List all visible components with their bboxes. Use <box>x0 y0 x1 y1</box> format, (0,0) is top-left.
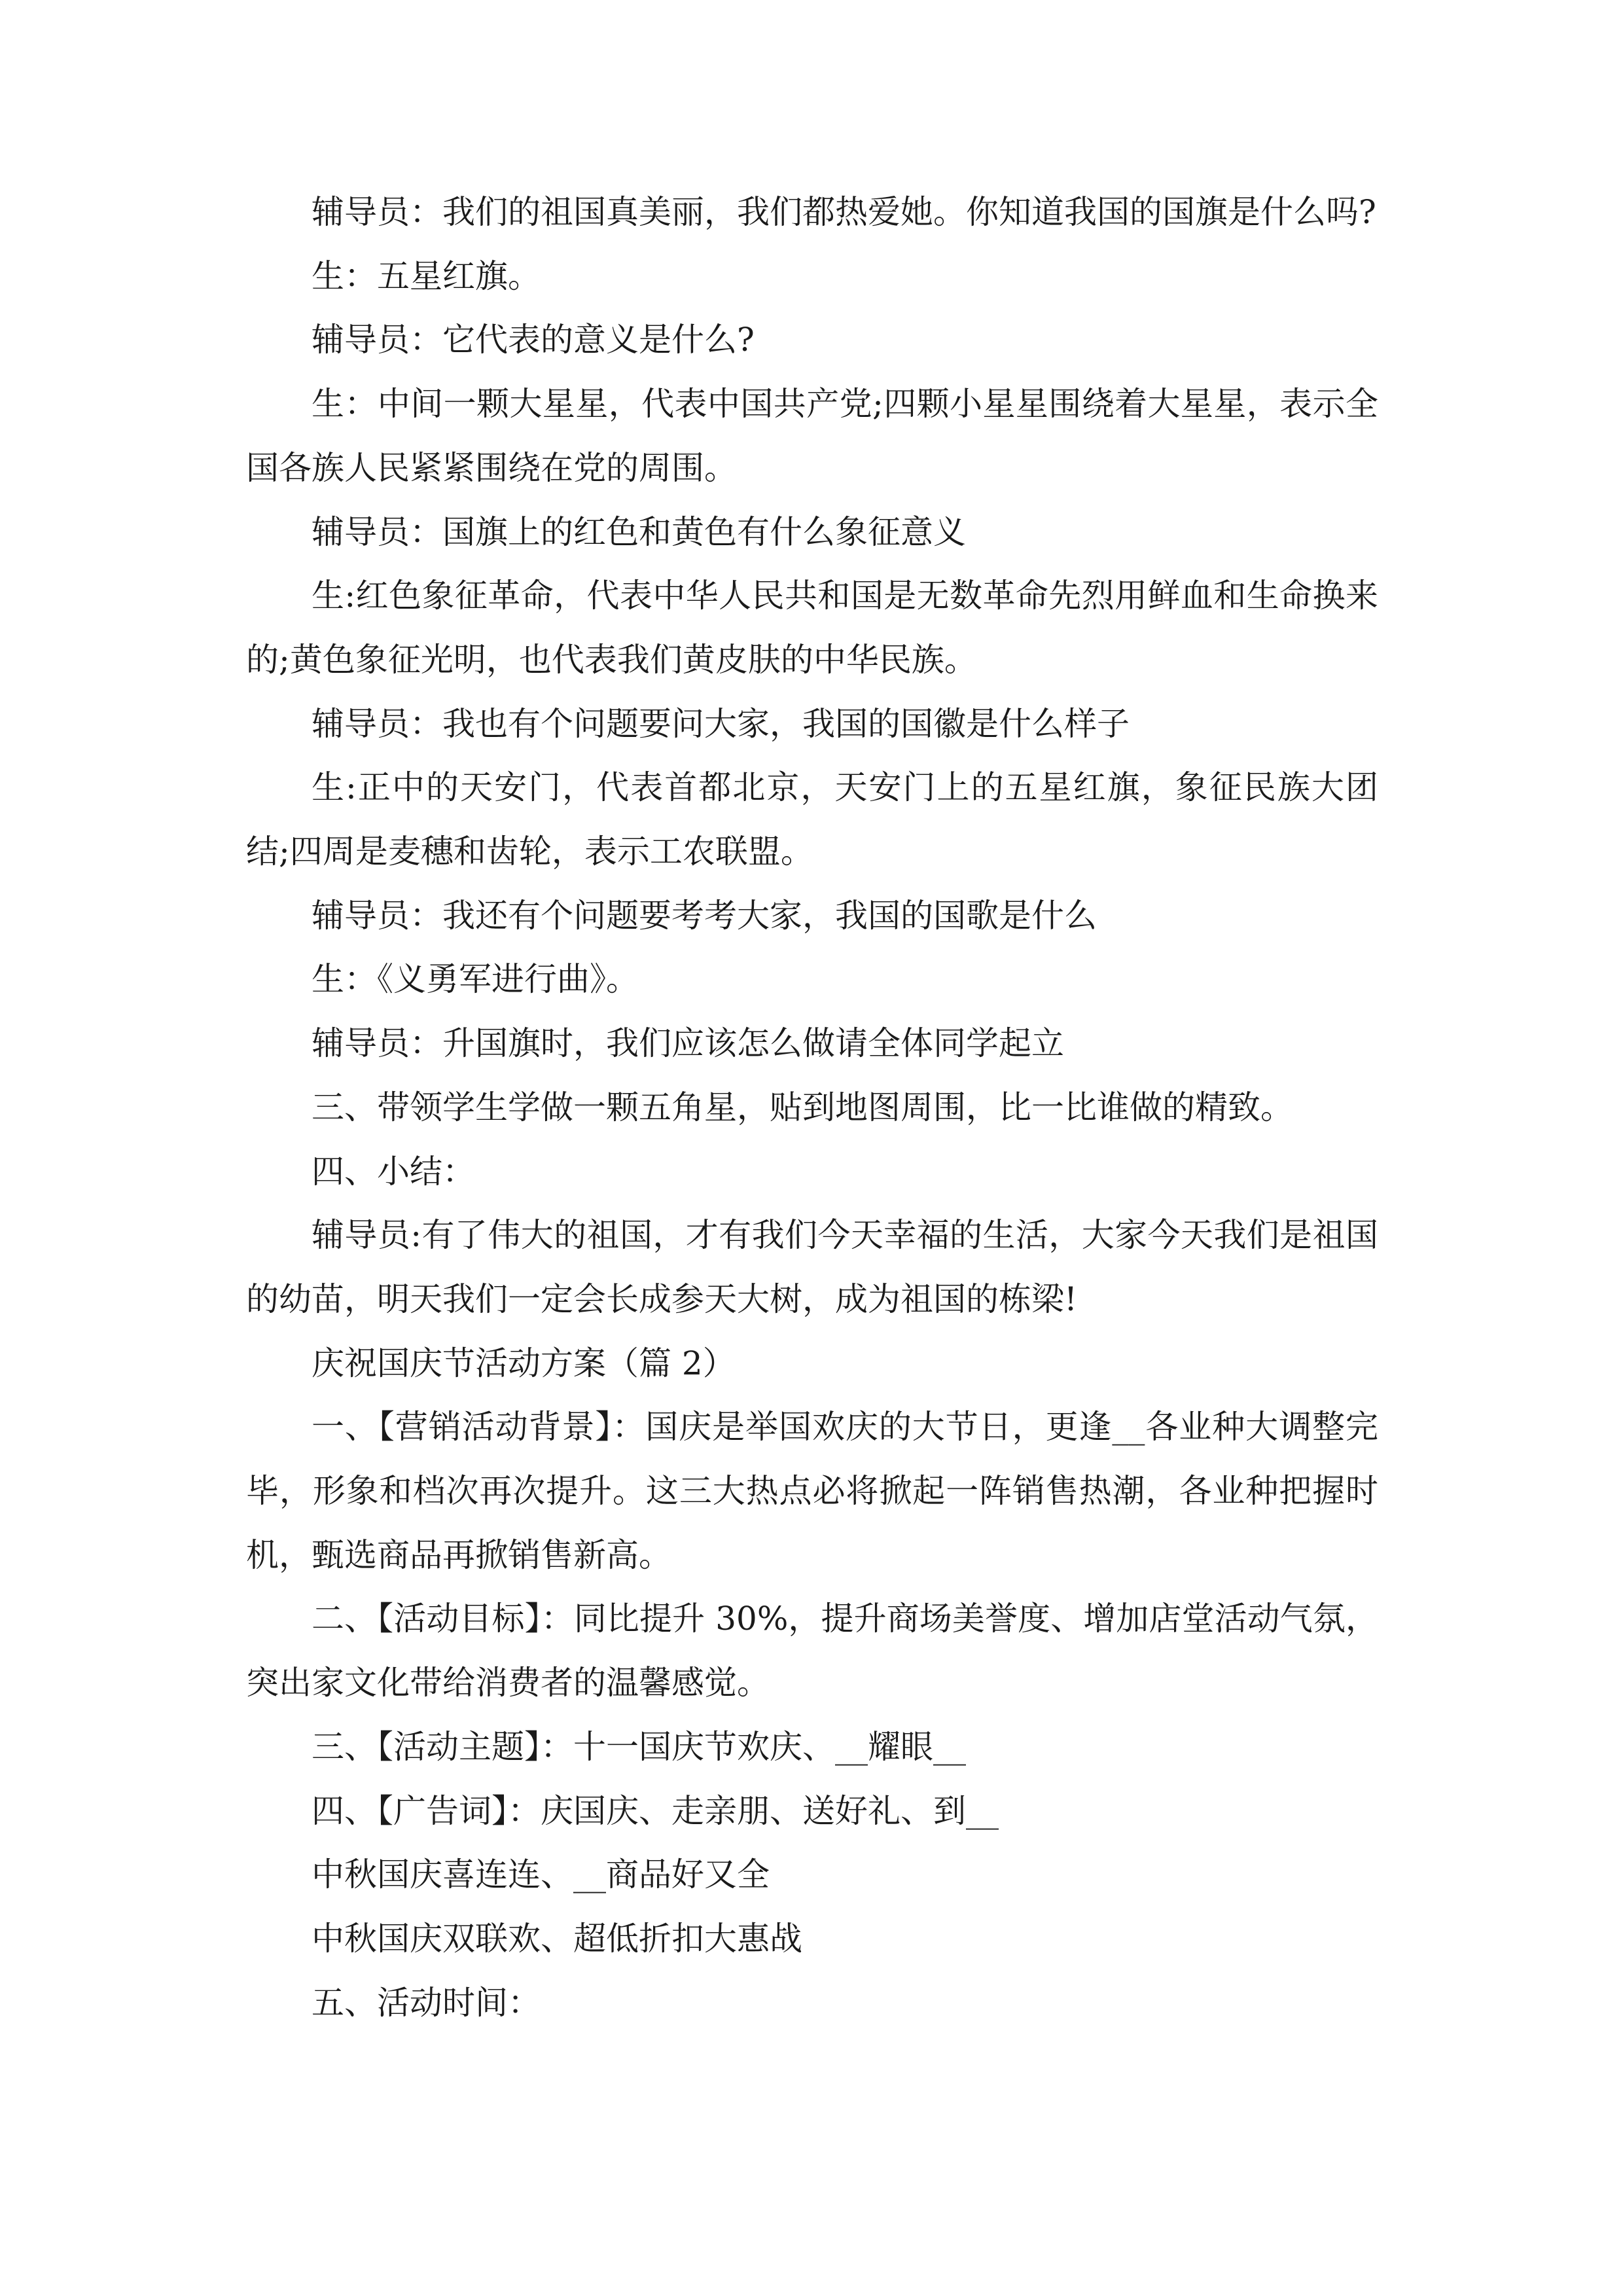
paragraph: 中秋国庆喜连连、__商品好又全 <box>312 1856 770 1894</box>
paragraph: 三、【活动主题】：十一国庆节欢庆、__耀眼__ <box>312 1727 966 1766</box>
paragraph: 生：五星红旗。 <box>312 257 541 295</box>
paragraph: 生:正中的天安门，代表首都北京，天安门上的五星红旗，象征民族大团结;四周是麦穗和齿轮，表示工农联盟。 <box>246 768 1378 871</box>
paragraph: 五、活动时间： <box>312 1983 541 2022</box>
paragraph: 生:红色象征革命，代表中华人民共和国是无数革命先烈用鲜血和生命换来的;黄色象征光明，也代表我们黄皮肤的中华民族。 <box>246 577 1378 679</box>
section-heading: 庆祝国庆节活动方案（篇 2） <box>312 1344 736 1382</box>
paragraph: 四、【广告词】：庆国庆、走亲朋、送好礼、到__ <box>312 1791 999 1830</box>
paragraph: 辅导员：它代表的意义是什么? <box>312 321 755 359</box>
paragraph: 辅导员:有了伟大的祖国，才有我们今天幸福的生活，大家今天我们是祖国的幼苗，明天我们一定会长成参天大树，成为祖国的栋梁! <box>246 1216 1378 1318</box>
paragraph: 生：中间一颗大星星，代表中国共产党;四颗小星星围绕着大星星，表示全国各族人民紧紧围绕在党的周围。 <box>246 385 1378 487</box>
paragraph: 三、带领学生学做一颗五角星，贴到地图周围，比一比谁做的精致。 <box>312 1088 1293 1126</box>
document-body <box>246 181 1378 2035</box>
paragraph: 中秋国庆双联欢、超低折扣大惠战 <box>312 1919 802 1958</box>
paragraph: 四、小结： <box>312 1152 475 1191</box>
paragraph: 二、【活动目标】：同比提升 30%，提升商场美誉度、增加店堂活动气氛，突出家文化带给消费者的温馨感觉。 <box>246 1600 1378 1702</box>
paragraph: 辅导员：我们的祖国真美丽，我们都热爱她。你知道我国的国旗是什么吗? <box>312 193 1376 231</box>
paragraph: 一、【营销活动背景】：国庆是举国欢庆的大节日，更逢__各业种大调整完毕，形象和档次再次提升。这三大热点必将掀起一阵销售热潮，各业种把握时机，甄选商品再掀销售新高。 <box>246 1408 1378 1574</box>
paragraph: 生：《义勇军进行曲》。 <box>312 960 639 999</box>
paragraph: 辅导员：我也有个问题要问大家，我国的国徽是什么样子 <box>312 704 1130 743</box>
paragraph: 辅导员：国旗上的红色和黄色有什么象征意义 <box>312 512 966 551</box>
paragraph: 辅导员：我还有个问题要考考大家，我国的国歌是什么 <box>312 896 1097 935</box>
paragraph: 辅导员：升国旗时，我们应该怎么做请全体同学起立 <box>312 1024 1064 1063</box>
